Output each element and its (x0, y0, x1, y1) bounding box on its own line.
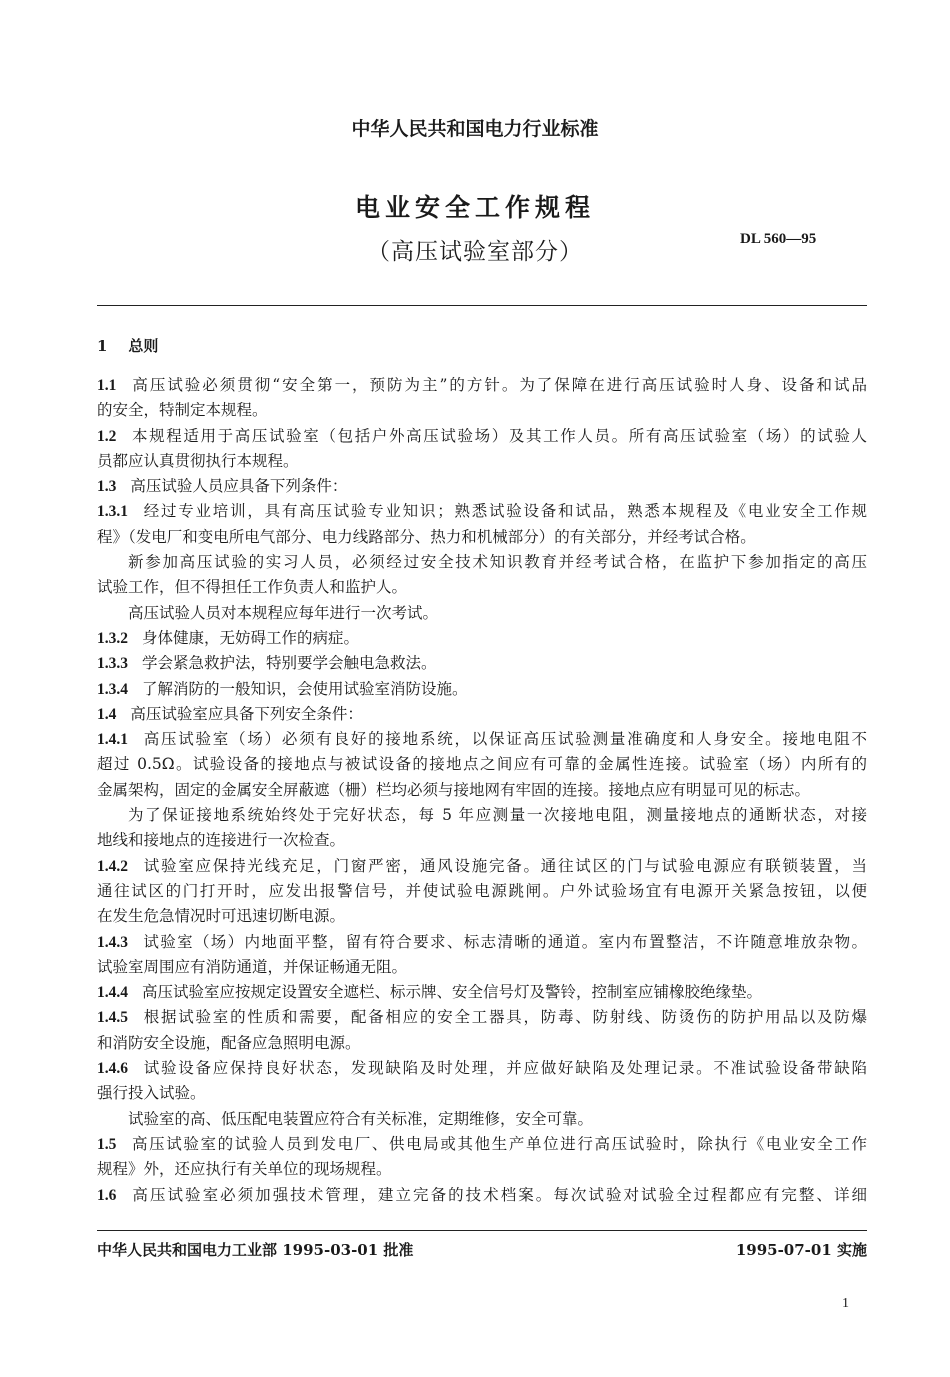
line-text: 本规程适用于高压试验室（包括户外高压试验场）及其工作人员。所有高压试验室（场）的试验人 (130, 426, 867, 445)
text-line (97, 1157, 867, 1182)
clause-number: 1.5 (97, 1135, 117, 1153)
document-body (97, 334, 867, 1208)
text-line (97, 980, 867, 1005)
clause-number: 1.3.4 (97, 680, 128, 698)
line-text: 试验室（场）内地面平整，留有符合要求、标志清晰的通道。室内布置整洁，不许随意堆放杂物。 (142, 932, 867, 951)
text-line (97, 626, 867, 651)
paragraph (97, 1132, 867, 1183)
text-line (97, 955, 867, 980)
line-text: 试验工作，但不得担任工作负责人和监护人。 (97, 578, 408, 597)
line-text: 根据试验室的性质和需要，配备相应的安全工器具，防毒、防射线、防烫伤的防护用品以及防爆 (142, 1008, 867, 1027)
line-text: 为了保证接地系统始终处于完好状态，每 5 年应测量一次接地电阻，测量接地点的通断状态，对接 (128, 806, 867, 825)
line-text: 高压试验室应按规定设置安全遮栏、标示牌、安全信号灯及警铃，控制室应铺橡胶绝缘垫。 (142, 983, 763, 1002)
text-line (97, 550, 867, 575)
line-text: 程》（发电厂和变电所电气部分、电力线路部分、热力和机械部分）的有关部分，并经考试合格。 (97, 527, 756, 546)
text-line (97, 651, 867, 676)
clause-number: 1.4 (97, 705, 117, 723)
line-text: 员都应认真贯彻执行本规程。 (97, 451, 299, 470)
clause-number: 1.4.6 (97, 1060, 128, 1078)
header-divider (97, 305, 867, 306)
paragraph (97, 626, 867, 651)
paragraph (97, 854, 867, 930)
line-text: 高压试验人员对本规程应每年进行一次考试。 (128, 603, 439, 622)
text-line (97, 904, 867, 929)
text-line (97, 1005, 867, 1030)
approval-note: 中华人民共和国电力工业部 1995-03-01 批准 (97, 1241, 414, 1259)
line-text: 超过 0.5Ω。试验设备的接地点与被试设备的接地点之间应有可靠的金属性连接。试验室（场）内所有的 (97, 755, 867, 774)
paragraph (97, 550, 867, 601)
text-line (97, 930, 867, 955)
line-text: 强行投入试验。 (97, 1084, 206, 1103)
paragraph (97, 424, 867, 475)
paragraph (97, 702, 867, 727)
text-line (97, 1031, 867, 1056)
clause-number: 1.2 (97, 427, 117, 445)
line-text: 学会紧急救护法，特别要学会触电急救法。 (142, 654, 437, 673)
clause-number: 1.6 (97, 1186, 117, 1204)
text-line (97, 373, 867, 398)
line-text: 了解消防的一般知识，会使用试验室消防设施。 (142, 679, 468, 698)
line-text: 试验室的高、低压配电装置应符合有关标准，定期维修，安全可靠。 (128, 1109, 594, 1128)
text-line (97, 752, 867, 777)
clause-number: 1.3.3 (97, 655, 128, 673)
line-text: 新参加高压试验的实习人员，必须经过安全技术知识教育并经考试合格，在监护下参加指定的高压 (128, 553, 867, 572)
paragraph (97, 677, 867, 702)
standard-code: DL 560—95 (740, 231, 817, 247)
text-line (97, 1056, 867, 1081)
line-text: 金属架构，固定的金属安全屏蔽遮（栅）栏均必须与接地网有牢固的连接。接地点应有明显可见的标志。 (97, 780, 811, 799)
line-text: 身体健康，无妨碍工作的病症。 (142, 628, 360, 647)
line-text: 地线和接地点的连接进行一次检查。 (97, 831, 346, 850)
line-text: 试验室应保持光线充足，门窗严密，通风设施完备。通往试区的门与试验电源应有联锁装置，当 (142, 856, 867, 875)
text-line (97, 702, 867, 727)
paragraph (97, 803, 867, 854)
paragraph (97, 601, 867, 626)
text-line (97, 424, 867, 449)
text-line (97, 601, 867, 626)
clause-number: 1.3.2 (97, 629, 128, 647)
paragraph (97, 373, 867, 424)
page-number: 1 (842, 1296, 849, 1311)
paragraph (97, 1005, 867, 1056)
paragraph (97, 499, 867, 550)
text-line (97, 398, 867, 423)
document-subtitle: （高压试验室部分） (367, 239, 583, 265)
section-number: 1 (97, 337, 108, 355)
section-heading (97, 334, 867, 359)
paragraph (97, 474, 867, 499)
line-text: 规程》外，还应执行有关单位的现场规程。 (97, 1160, 392, 1179)
line-text: 和消防安全设施，配备应急照明电源。 (97, 1033, 361, 1052)
section-title: 总则 (128, 337, 159, 355)
clause-number: 1.4.3 (97, 933, 128, 951)
footer-divider (97, 1230, 867, 1231)
line-text: 高压试验室（场）必须有良好的接地系统，以保证高压试验测量准确度和人身安全。接地电阻不 (142, 730, 867, 749)
issuing-organization: 中华人民共和国电力行业标准 (351, 118, 599, 140)
text-line (97, 525, 867, 550)
line-text: 通往试区的门打开时，应发出报警信号，并使试验电源跳闸。户外试验场宜有电源开关紧急按钮，以便 (97, 881, 867, 900)
line-text: 经过专业培训，具有高压试验专业知识；熟悉试验设备和试品，熟悉本规程及《电业安全工作规 (142, 502, 867, 521)
text-line (97, 1081, 867, 1106)
effective-date: 1995-07-01 实施 (735, 1241, 867, 1259)
text-line (97, 803, 867, 828)
paragraph (97, 1056, 867, 1107)
text-line (97, 474, 867, 499)
paragraph-list (97, 373, 867, 1208)
clause-number: 1.4.2 (97, 857, 128, 875)
text-line (97, 879, 867, 904)
line-text: 高压试验室应具备下列安全条件： (130, 704, 363, 723)
line-text: 高压试验室必须加强技术管理，建立完备的技术档案。每次试验对试验全过程都应有完整、详细 (130, 1185, 867, 1204)
line-text: 高压试验必须贯彻“安全第一，预防为主”的方针。为了保障在进行高压试验时人身、设备和试品 (130, 376, 867, 394)
paragraph (97, 1107, 867, 1132)
text-line (97, 1132, 867, 1157)
clause-number: 1.3 (97, 478, 117, 496)
text-line (97, 828, 867, 853)
clause-number: 1.4.1 (97, 731, 128, 749)
paragraph (97, 980, 867, 1005)
clause-number: 1.1 (97, 377, 117, 394)
line-text: 高压试验室的试验人员到发电厂、供电局或其他生产单位进行高压试验时，除执行《电业安全工作 (130, 1134, 867, 1153)
line-text: 试验室周围应有消防通道，并保证畅通无阻。 (97, 957, 408, 976)
paragraph (97, 727, 867, 803)
line-text: 的安全，特制定本规程。 (97, 401, 268, 420)
text-line (97, 575, 867, 600)
line-text: 在发生危急情况时可迅速切断电源。 (97, 907, 346, 926)
paragraph (97, 651, 867, 676)
text-line (97, 449, 867, 474)
document-title: 电业安全工作规程 (354, 193, 595, 222)
text-line (97, 1183, 867, 1208)
text-line (97, 778, 867, 803)
paragraph (97, 930, 867, 981)
clause-number: 1.4.4 (97, 984, 128, 1002)
clause-number: 1.3.1 (97, 503, 128, 521)
text-line (97, 854, 867, 879)
text-line (97, 727, 867, 752)
text-line (97, 677, 867, 702)
line-text: 试验设备应保持良好状态，发现缺陷及时处理，并应做好缺陷及处理记录。不准试验设备带缺陷 (142, 1059, 867, 1078)
text-line (97, 1107, 867, 1132)
line-text: 高压试验人员应具备下列条件： (130, 477, 348, 496)
clause-number: 1.4.5 (97, 1009, 128, 1027)
text-line (97, 499, 867, 524)
paragraph (97, 1183, 867, 1208)
